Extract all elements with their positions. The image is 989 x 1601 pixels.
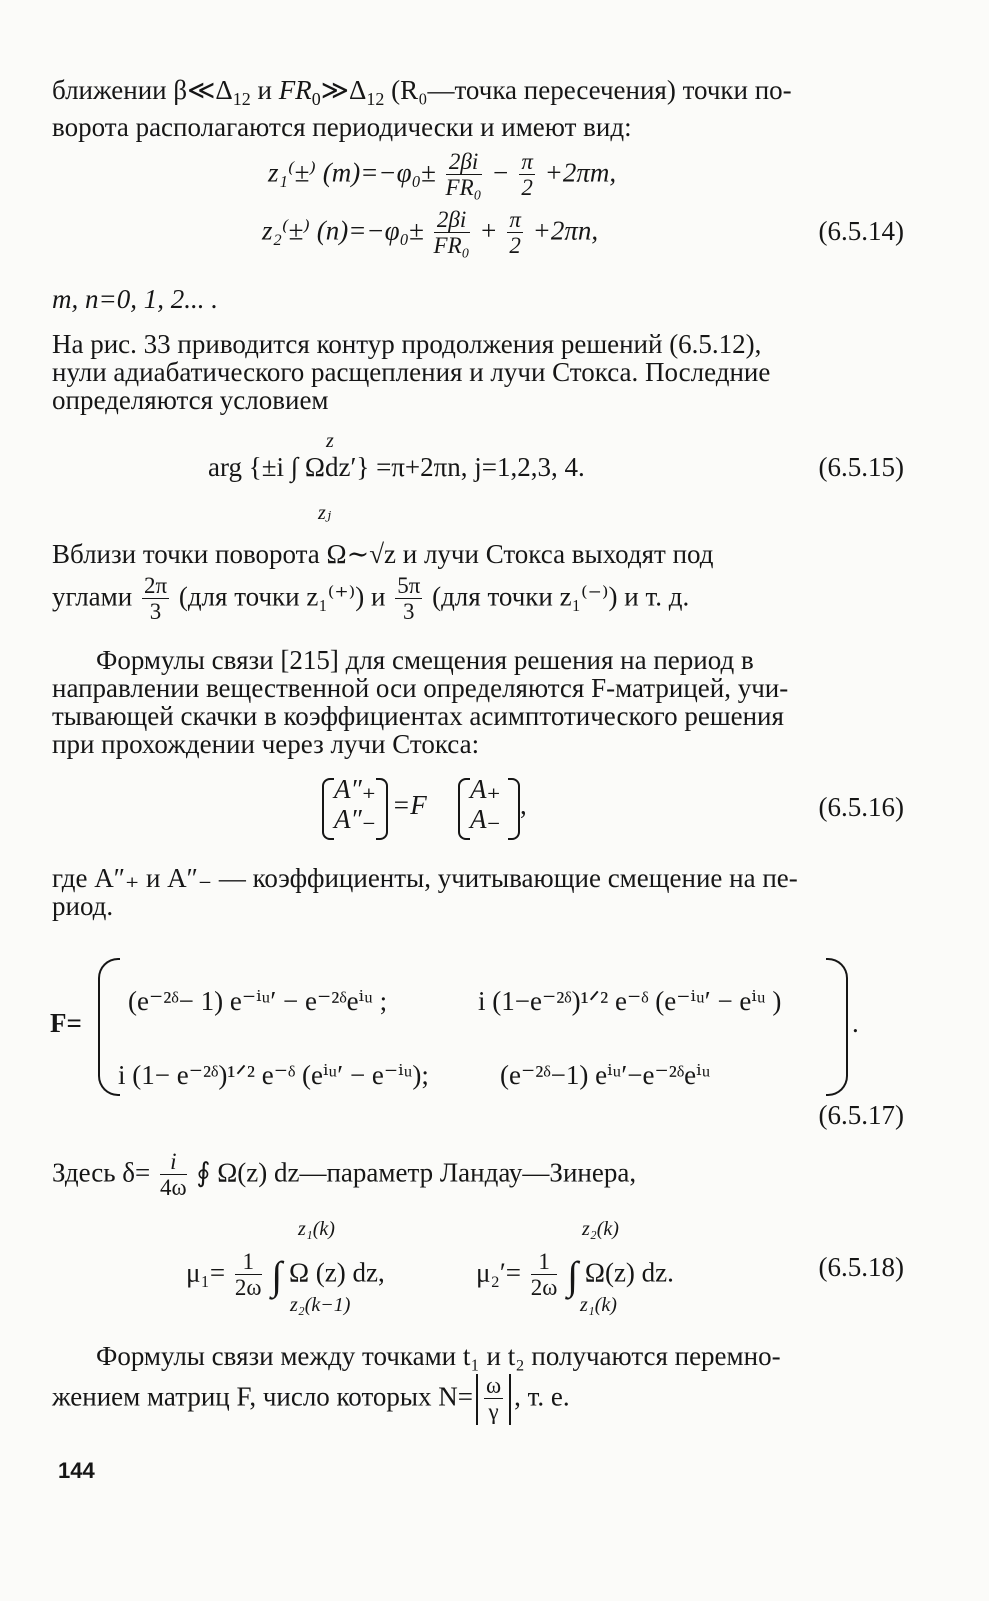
integral-upper-limit: z <box>326 430 334 452</box>
matrix-left-paren <box>98 958 120 1096</box>
paragraph-turning-point <box>52 540 904 625</box>
equation-number: (6.5.15) <box>818 452 904 482</box>
text-line: при прохождении через лучи Стокса: <box>52 729 480 759</box>
book-page: ближении $\beta≪\Delta_{12}$ и $FR_0≫\Delta_{12}$ (R₀—точка пересечения) точки по- ворота располагаются периодически и имеют вид: z₁⁽±⁾ (m)=−φ₀± $\frac{2\beta i}{\text{FR₀}}$ − $\frac{\pi}{2}$ +2πm, z₂⁽±⁾ (n)=−φ₀± $\frac{2\beta i}{\text{FR₀}}$ + $\frac{\pi}{2}$ +2πn, (6.5.14) m, n=0, 1, 2... . На рис. 33 приводится контур продолжения решений (6.5.12), нули адиабатического расщепления и лучи Стокса. Последние определяются условием z arg {±i ∫ Ωdz′} =π+2πn, j=1,2,3, 4. zⱼ (6.5.15) Вблизи точки поворота Ω∼√z и лучи Стокса выходят под углами $\frac{2\pi}{3}$ (для точки z₁⁽⁺⁾) и $\frac{5\pi}{3}$ (для точки z₁⁽⁻⁾) и т. д. Формулы связи [215] для смещения решения на период в направлении вещественной оси определяются F-матрицей, учи- тывающей скачки в коэффициентах асимптотического решения при прохождении через лучи Стокса: A″₊ A″₋ =F A₊ A₋ , (6.5.16) где A″₊ и A″₋ — коэффициенты, учитывающие смещение на пе- риод. F= (e⁻²ᵟ− 1) e⁻ⁱᵘ′ − e⁻²ᵟeⁱᵘ ; i (1−e⁻²ᵟ)¹ᐟ² e⁻ᵟ (e⁻ⁱᵘ′ − eⁱᵘ ) i (1− e⁻²ᵟ)¹ᐟ² e⁻ᵟ (eⁱᵘ′ − e⁻ⁱᵘ); (e⁻²ᵟ−1) eⁱᵘ′−e⁻²ᵟeⁱᵘ . (6.5.17) Здесь δ= $\frac{i}{4\omega}$ ∮ Ω(z) dz—параметр Ландау—Зинера, z₁(k) μ₁= $\frac{1}{2\omega}$ ∫ Ω (z) dz, z₂(k−1) z₂(k) μ₂′= $\frac{1}{2\omega}$ ∫ Ω(z) dz. z₁(k) (6.5.18) Формулы связи между точками t₁ и t₂ получаются перемно- жением матриц F, число которых N= $\frac{\omega}{\gamma}$ , т. е. 144 <box>0 0 989 1601</box>
text-line: Формулы связи между точками t₁ и t₂ получаются перемно- <box>96 1341 781 1371</box>
right-paren <box>508 778 520 840</box>
matrix-right-paren <box>826 958 848 1096</box>
equation-number: (6.5.16) <box>818 792 904 822</box>
equation-6-5-15: arg {±i ∫ Ωdz′} =π+2πn, j=1,2,3, 4. <box>208 452 585 482</box>
text-line: ворота располагаются периодически и имеют вид: <box>52 112 632 142</box>
equation-6-5-14-row1: z₁⁽±⁾ (m)=−φ₀± $\frac{2\beta i}{\text{FR₀}}$ − $\frac{\pi}{2}$ +2πm, <box>268 149 617 200</box>
text-line: где A″₊ и A″₋ — коэффициенты, учитывающие смещение на пе- <box>52 863 798 893</box>
matrix-r2c2: (e⁻²ᵟ−1) eⁱᵘ′−e⁻²ᵟeⁱᵘ <box>500 1060 711 1090</box>
page-number: 144 <box>58 1458 95 1483</box>
text-line: Формулы связи [215] для смещения решения на период в <box>96 645 754 675</box>
text-line: углами $\frac{2\pi}{3}$ (для точки z₁⁽⁺⁾) и $\frac{5\pi}{3}$ (для точки z₁⁽⁻⁾) и т. д. <box>52 573 690 624</box>
paragraph-intro <box>52 76 904 141</box>
paragraph-landau-zener: Здесь δ= $\frac{i}{4\omega}$ ∮ Ω(z) dz—параметр Ландау—Зинера, <box>52 1149 637 1200</box>
integral-upper-limit: z₂(k) <box>582 1218 619 1240</box>
text-line: направлении вещественной оси определяются F-матрицей, учи- <box>52 673 789 703</box>
equals-F: =F <box>392 790 427 820</box>
left-paren <box>458 778 470 840</box>
index-range: m, n=0, 1, 2... . <box>52 284 218 314</box>
text-line: ближении $\beta≪\Delta_{12}$ и $FR_0≫\Delta_{12}$ (R₀—точка пересечения) точки по- <box>52 75 792 109</box>
matrix-r2c1: i (1− e⁻²ᵟ)¹ᐟ² e⁻ᵟ (eⁱᵘ′ − e⁻ⁱᵘ); <box>118 1060 429 1090</box>
integral-upper-limit: z₁(k) <box>298 1218 335 1240</box>
equation-number: (6.5.14) <box>818 216 904 246</box>
matrix-r1c1: (e⁻²ᵟ− 1) e⁻ⁱᵘ′ − e⁻²ᵟeⁱᵘ ; <box>128 986 388 1016</box>
equation-6-5-18-mu1: μ₁= $\frac{1}{2\omega}$ ∫ Ω (z) dz, <box>186 1249 385 1300</box>
paragraph-connection-formulas <box>52 646 904 758</box>
integral-lower-limit: z₁(k) <box>580 1294 617 1316</box>
left-paren <box>322 778 334 840</box>
equation-6-5-18-mu2: μ₂′= $\frac{1}{2\omega}$ ∫ Ω(z) dz. <box>476 1249 674 1300</box>
equation-number: (6.5.18) <box>818 1252 904 1282</box>
text-line: риод. <box>52 891 114 921</box>
text-line: жением матриц F, число которых N= $\frac{\omega}{\gamma}$ , т. е. <box>52 1373 570 1424</box>
text-line: определяются условием <box>52 385 329 415</box>
text-line: нули адиабатического расщепления и лучи Стокса. Последние <box>52 357 771 387</box>
matrix-r1c2: i (1−e⁻²ᵟ)¹ᐟ² e⁻ᵟ (e⁻ⁱᵘ′ − eⁱᵘ ) <box>478 986 782 1016</box>
matrix-label: F= <box>50 1008 82 1038</box>
vector-rhs: A₊ A₋ <box>470 774 501 834</box>
paragraph-product <box>52 1342 904 1425</box>
paragraph-coefficients <box>52 864 904 920</box>
integral-lower-limit: zⱼ <box>318 502 332 524</box>
text-line: тывающей скачки в коэффициентах асимптотического решения <box>52 701 784 731</box>
text-line: На рис. 33 приводится контур продолжения решений (6.5.12), <box>52 329 762 359</box>
vector-lhs: A″₊ A″₋ <box>334 774 376 834</box>
equation-number: (6.5.17) <box>818 1100 904 1130</box>
equation-6-5-14-row2: z₂⁽±⁾ (n)=−φ₀± $\frac{2\beta i}{\text{FR₀}}$ + $\frac{\pi}{2}$ +2πn, <box>262 207 599 258</box>
integral-lower-limit: z₂(k−1) <box>290 1294 351 1316</box>
right-paren <box>376 778 388 840</box>
paragraph-stokes <box>52 330 904 414</box>
text-line: Вблизи точки поворота Ω∼√z и лучи Стокса выходят под <box>52 539 714 569</box>
